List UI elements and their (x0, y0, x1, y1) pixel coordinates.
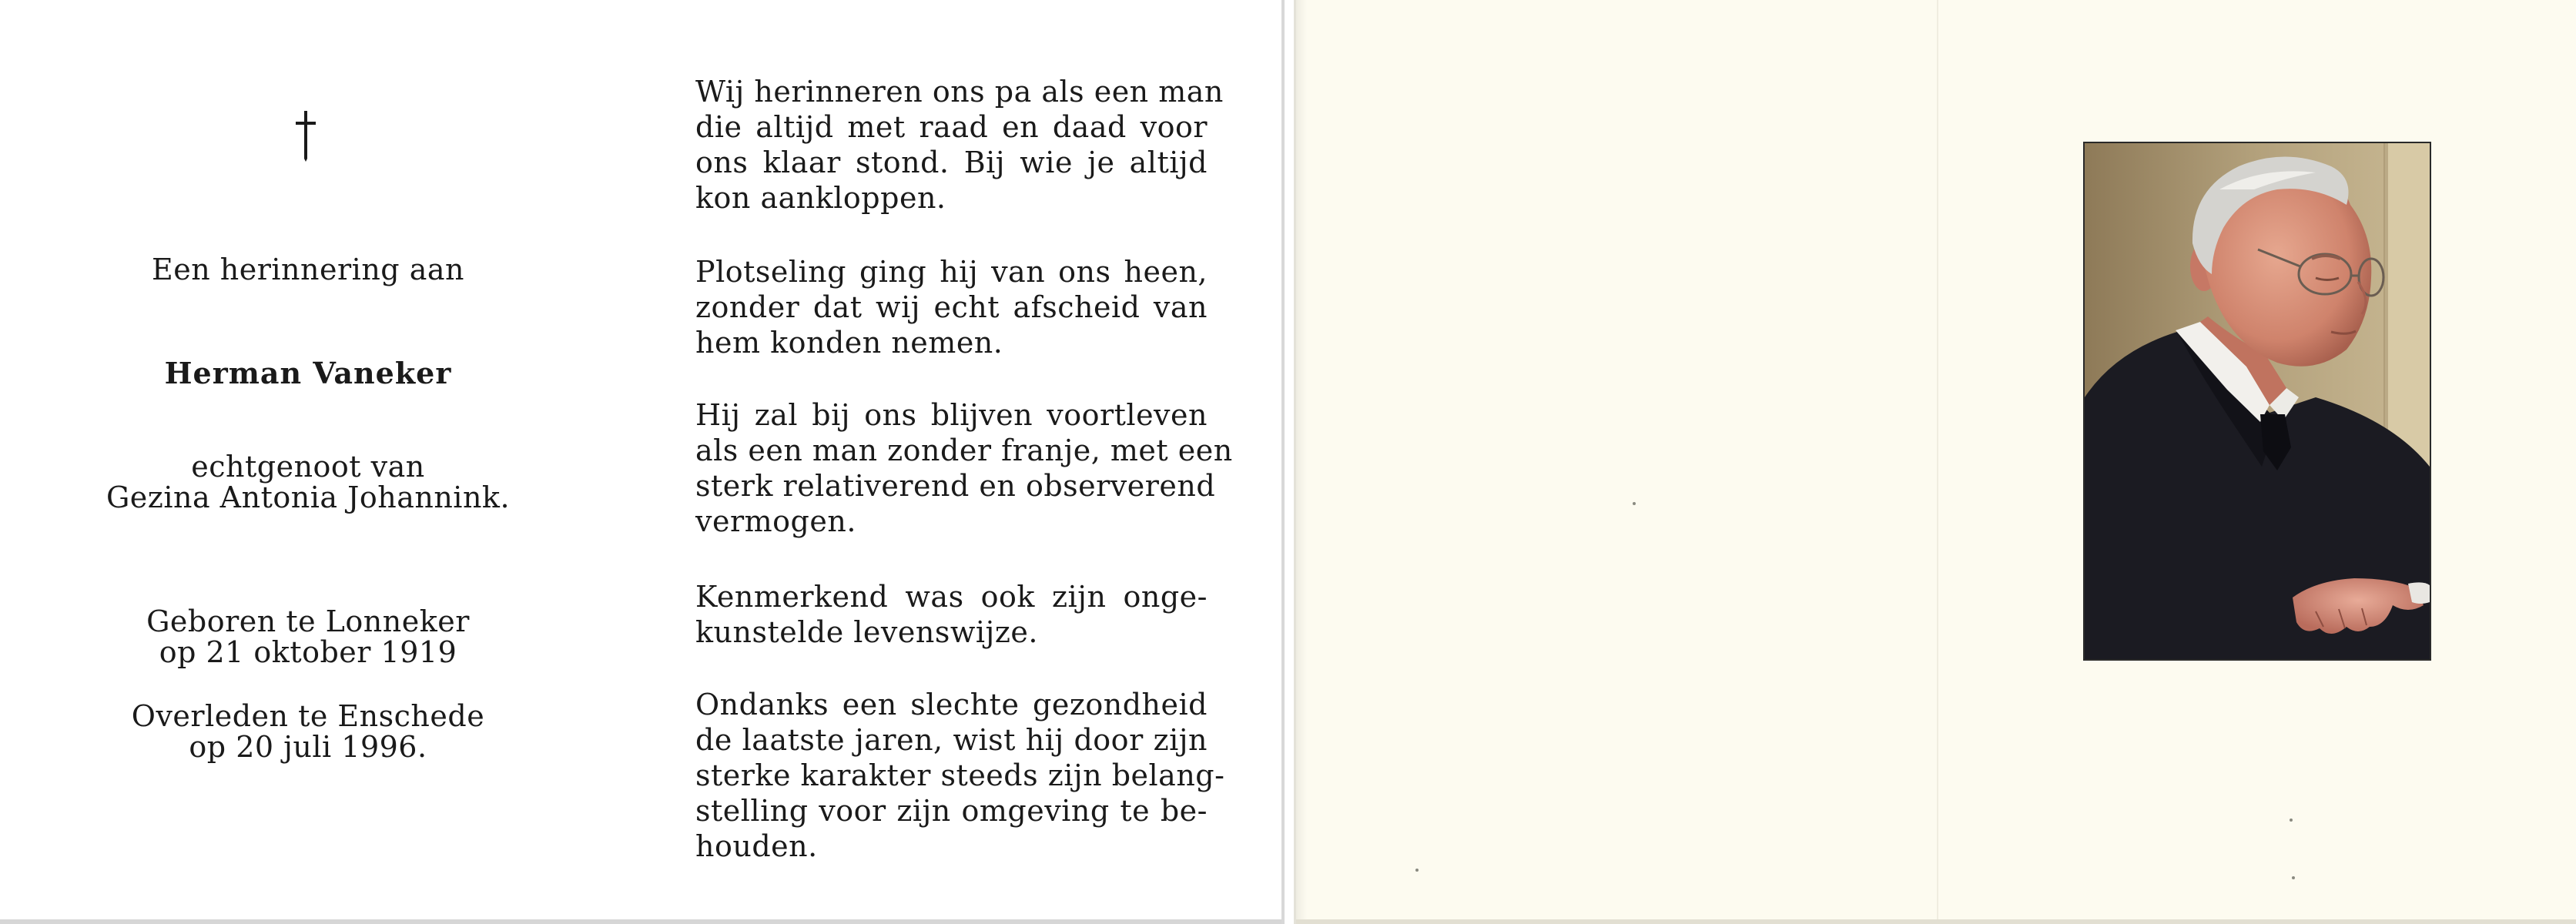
paragraph-line: hem konden nemen. (695, 326, 1003, 360)
spouse-line: echtgenoot van (191, 450, 425, 484)
paragraph-line: Kenmerkend was ook zijn onge- (695, 580, 1208, 614)
birth-line: op 21 oktober 1919 (159, 635, 457, 669)
paragraph-line: vermogen. (695, 504, 856, 538)
paragraph-line: Ondanks een slechte gezondheid (695, 688, 1208, 721)
death-block (62, 701, 554, 762)
birth-line: Geboren te Lonneker (146, 604, 470, 638)
portrait-photo (2085, 143, 2430, 659)
paragraph-line: Plotseling ging hij van ons heen, (695, 255, 1208, 289)
paper-speck (2292, 876, 2295, 879)
paper-speck (1633, 502, 1636, 505)
cross-icon (290, 108, 321, 163)
paper-speck (1415, 869, 1419, 872)
paragraph-line: stelling voor zijn omgeving te be- (695, 794, 1208, 828)
page-edge-shadow (1296, 0, 1307, 924)
paragraph-line: zonder dat wij echt afscheid van (695, 290, 1208, 324)
spouse-line: Gezina Antonia Johannink. (106, 480, 511, 514)
paragraph-line: kon aankloppen. (695, 181, 946, 215)
birth-block (62, 606, 554, 668)
memorial-paragraph (695, 74, 1224, 216)
death-line: op 20 juli 1996. (189, 730, 427, 764)
paragraph-line: ons klaar stond. Bij wie je altijd (695, 146, 1208, 179)
memorial-paragraph (695, 254, 1208, 360)
death-line: Overleden te Enschede (131, 699, 485, 733)
paragraph-line: de laatste jaren, wist hij door zijn (695, 723, 1208, 757)
memorial-paragraph (695, 397, 1233, 539)
paragraph-line: houden. (695, 829, 818, 863)
page-bottom-edge (1296, 919, 2576, 924)
paragraph-line: Hij zal bij ons blijven voortleven (695, 398, 1208, 432)
card-inner-left-page (0, 0, 1285, 924)
card-fold-line (1937, 0, 1938, 924)
paragraph-line: kunstelde levenswijze. (695, 615, 1038, 649)
intro-text: Een herinnering aan (152, 253, 464, 286)
page-bottom-edge (0, 919, 1281, 924)
paper-speck (2290, 819, 2293, 822)
paragraph-line: sterke karakter steeds zijn belang- (695, 758, 1225, 792)
paragraph-line: sterk relativerend en observerend (695, 469, 1216, 503)
paragraph-line: als een man zonder franje, met een (695, 434, 1233, 467)
paragraph-line: die altijd met raad en daad voor (695, 110, 1208, 144)
paragraph-line: Wij herinneren ons pa als een man (695, 75, 1224, 109)
deceased-name: Herman Vaneker (164, 356, 452, 390)
memorial-paragraph (695, 579, 1208, 650)
memorial-paragraph (695, 687, 1225, 864)
spouse-block (62, 451, 554, 513)
